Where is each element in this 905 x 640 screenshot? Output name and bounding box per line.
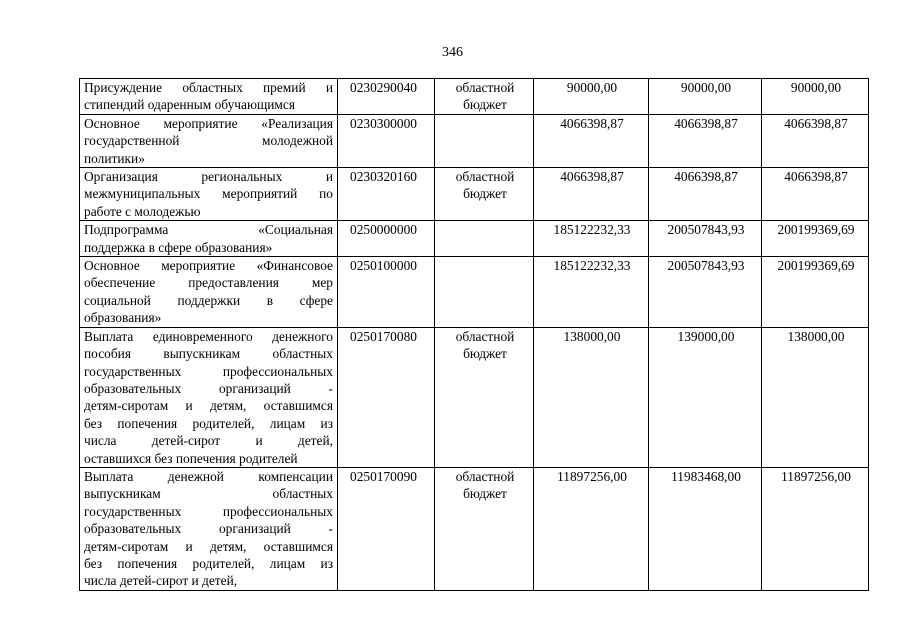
row-code-cell: 0230300000	[338, 114, 435, 167]
row-value-3-cell: 90000,00	[762, 79, 869, 115]
row-name-line: без попечения родителей, лицам из	[84, 555, 333, 571]
row-name-line: государственных профессиональных	[84, 503, 333, 519]
row-name-cell	[80, 168, 338, 221]
row-code-cell: 0250100000	[338, 257, 435, 328]
row-source-line: областной	[455, 169, 515, 185]
row-source-line: областной	[455, 328, 515, 344]
row-code-cell: 0250170080	[338, 327, 435, 467]
row-name-line: числа детей-сирот и детей,	[84, 573, 238, 589]
row-name-line: межмуниципальных мероприятий по	[84, 186, 333, 202]
row-value-2-cell: 90000,00	[649, 79, 762, 115]
row-name-line: образовательных организаций -	[84, 380, 333, 396]
row-source-line: областной	[455, 80, 515, 95]
row-source-cell	[435, 257, 534, 328]
row-name-line: без попечения родителей, лицам из	[84, 415, 333, 431]
row-name-line: Выплата денежной компенсации	[84, 468, 333, 484]
row-source-cell	[435, 221, 534, 257]
row-code-cell: 0250000000	[338, 221, 435, 257]
row-value-1-cell: 185122232,33	[534, 257, 649, 328]
budget-table	[79, 78, 869, 591]
row-name-line: Основное мероприятие «Финансовое	[84, 258, 333, 274]
row-source-cell	[435, 327, 534, 467]
row-name-line: поддержка в сфере образования»	[84, 239, 273, 255]
row-name-line: политики»	[84, 150, 145, 166]
row-value-1-cell: 185122232,33	[534, 221, 649, 257]
row-name-line: работе с молодежью	[84, 203, 201, 219]
row-value-1-cell: 4066398,87	[534, 168, 649, 221]
row-name-cell	[80, 221, 338, 257]
row-name-cell	[80, 327, 338, 467]
row-name-line: Выплата единовременного денежного	[84, 328, 333, 344]
row-source-line: бюджет	[463, 486, 507, 502]
row-value-2-cell: 200507843,93	[649, 221, 762, 257]
row-name-line: Организация региональных и	[84, 169, 333, 185]
table-row	[80, 79, 869, 115]
row-source-line: бюджет	[463, 346, 507, 362]
row-name-cell	[80, 257, 338, 328]
row-name-line: числа детей-сирот и детей,	[84, 433, 333, 449]
row-name-line: детям-сиротам и детям, оставшимся	[84, 398, 333, 414]
row-name-cell	[80, 79, 338, 115]
row-name-line: пособия выпускникам областных	[84, 346, 333, 362]
row-source-line: бюджет	[463, 186, 507, 202]
row-name-line: выпускникам областных	[84, 486, 333, 502]
row-code-cell: 0250170090	[338, 467, 435, 590]
row-value-1-cell: 4066398,87	[534, 114, 649, 167]
row-code-cell: 0230320160	[338, 168, 435, 221]
row-value-3-cell: 138000,00	[762, 327, 869, 467]
row-code-cell: 0230290040	[338, 79, 435, 115]
row-name-line: Присуждение областных премий и	[84, 80, 333, 95]
row-value-3-cell: 4066398,87	[762, 168, 869, 221]
table-row	[80, 327, 869, 467]
row-value-2-cell: 4066398,87	[649, 168, 762, 221]
row-name-line: образования»	[84, 310, 162, 326]
row-name-line: социальной поддержки в сфере	[84, 292, 333, 308]
row-name-line: Подпрограмма «Социальная	[84, 222, 333, 238]
row-name-line: детям-сиротам и детям, оставшимся	[84, 538, 333, 554]
row-value-3-cell: 4066398,87	[762, 114, 869, 167]
row-source-line: областной	[455, 468, 515, 484]
row-value-1-cell: 11897256,00	[534, 467, 649, 590]
row-source-cell	[435, 168, 534, 221]
table-row	[80, 467, 869, 590]
row-value-2-cell: 200507843,93	[649, 257, 762, 328]
row-value-2-cell: 139000,00	[649, 327, 762, 467]
row-value-3-cell: 200199369,69	[762, 257, 869, 328]
page-number: 346	[442, 45, 463, 60]
row-name-line: государственных профессиональных	[84, 363, 333, 379]
row-source-cell	[435, 79, 534, 115]
row-value-3-cell: 11897256,00	[762, 467, 869, 590]
table-row	[80, 221, 869, 257]
row-name-line: оставшихся без попечения родителей	[84, 450, 298, 466]
row-name-line: государственной молодежной	[84, 133, 333, 149]
row-source-cell	[435, 114, 534, 167]
row-name-cell	[80, 467, 338, 590]
row-value-1-cell: 138000,00	[534, 327, 649, 467]
row-source-cell	[435, 467, 534, 590]
row-value-2-cell: 11983468,00	[649, 467, 762, 590]
row-name-line: образовательных организаций -	[84, 521, 333, 537]
row-value-1-cell: 90000,00	[534, 79, 649, 115]
row-name-line: Основное мероприятие «Реализация	[84, 115, 333, 131]
row-name-line: обеспечение предоставления мер	[84, 275, 333, 291]
row-source-line: бюджет	[463, 97, 507, 113]
row-value-3-cell: 200199369,69	[762, 221, 869, 257]
budget-table-body	[80, 79, 869, 591]
row-value-2-cell: 4066398,87	[649, 114, 762, 167]
row-name-cell	[80, 114, 338, 167]
row-name-line: стипендий одаренным обучающимся	[84, 97, 296, 113]
table-row	[80, 168, 869, 221]
table-row	[80, 257, 869, 328]
table-row	[80, 114, 869, 167]
